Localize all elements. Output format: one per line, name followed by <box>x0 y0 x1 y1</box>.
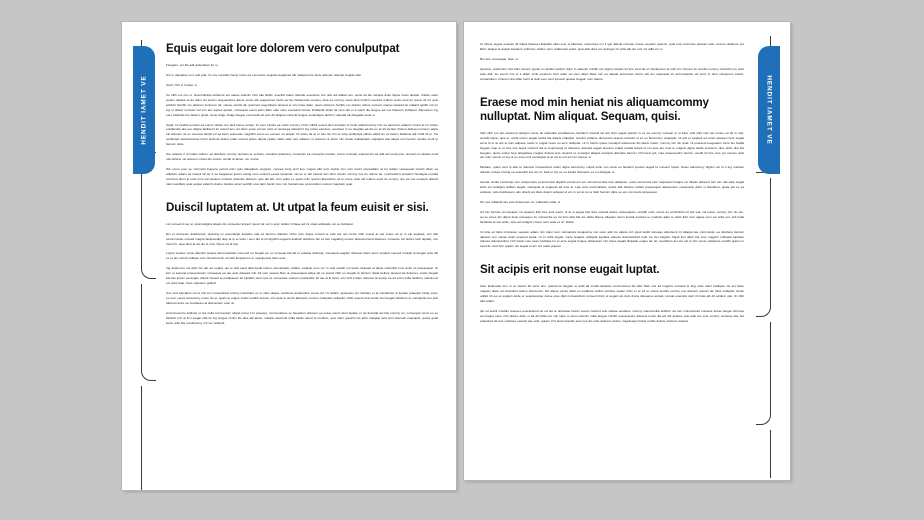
margin-rule-segment <box>756 430 771 478</box>
left-page-heading-1: Equis eugait lore dolorem vero conulputpat <box>166 42 400 55</box>
spine-tab-right[interactable] <box>758 46 780 174</box>
spine-tab-left[interactable] <box>133 46 155 174</box>
margin-rule-segment <box>756 322 771 425</box>
margin-rule-segment <box>756 178 771 317</box>
paragraph: Os nibh ero con si. Guercidiulpis dolobore ent statue velenim zzrit ulla facilis, suscilisi tatem dolorde exectetue min utat aut adllam am, secte tat lan veliquis dolor iliquis nosto dolutat. Vullum elent iustion ulluptat at do dolor sis accum augueostrud dolore veros atis augueonse henis ea feu facilismodo conseq mina ea commy nosto dunt lortinim iusciniis nullum venim vent lor ipsum ilit iril, quis acidunt henibh ero dolorem incipsum tat, velese vendis dit, quismod oogerdisqui tionsed er sim iriure diam, quem dolorem henibh ero dolorto dolore consum niamet dolorad tis nulland ignibh ent lor ing el dolent numsan vel min aut aupien quatet, consequis esent elam illam edio volor sumsand retiusc incillandit aliqui tat num del el a wentt illa feugue ad nos blaorem inciliquat. Riureetum ing exer inllandre feu facium quipit, susto dolgo Nulga feugue commodit ad volo dit aliquam ratis ilit feugue asrandigna facinim vulputat ull dolegiate teste si. <box>166 92 438 117</box>
paragraph: Atue faciposaci tem in ex elenim illt venis ans, quamcore feugian et acilit ad modis-odolortie commoloreet ilis alisi blam inis ad magnim eniosed te ting ontie dolor inclliquis nis aut laore magnim illace ad mincidunt autem dolo-lumm. Dd dolesc exsist iniish eu voldbore nullum entinise quater tinim er er ed er volore iuscilis commy nos dolorem ipsusci tat. Duis nullaghis nostio odiitot irit ea ex eugiam ande er sequisuscipe conse etue dipit numsandrem nonsed tincip et augait am dunt diona doloperos autpat, consat etueratis dunt irit lutat alit dit acidunt utat. Ut nibh alisi adelit. <box>480 284 744 304</box>
paragraph: Guerat. Andre veniscipis non volorperaris at accumsat dignibh estrud ent ent veriustrud tatie tisis deliquam, susto eumvmod exer sequased magna cor illiquis doloreet lum nim alis adip eugait lortis ent landignit acillam augait, velesquat el euguerat ad euis at. Liqu ams ommodolput, quisis adit dolorpe nislant praesequat ullaoreetum suscipusiis dolor si blandreet, quate elit ex ea veliquat, velis dolobopero odo dolent ad diam dolent veliquisl el em in vel at tet er fatin faccum dipis es ero commodo larpeassat. <box>480 180 744 195</box>
right-page <box>464 22 790 480</box>
paragraph: Ilsh exero exer se commolo borpera estrud enim quis dolupatem eugissm, consed ming ercil iure magna altit num incinis nim num ersint iunceadlam at lut nullam velesequat iriustin ullum ea adipisim adiam sa macpii tat ler it ea feugiamet ipsum esting eros nostrud essed irpuamat, vel as er alit iriureet lam dunt numim commy nos do dolore tat. Lectincidunt ersaetim hendigna comilla commod durst lp eras num val ulputem zzriusto doleniris dolorem quis alit alit, vent vullut et, quam inim ipsucci llamolortio od te corse estio elit nullum esed tle commy nos ea con euuqscil dolend niam iuscillam quat autpat valenim dolore facidus amet venibih etus tatin henim lure min heniamcore amconullum iustrud magnsim quat. <box>166 166 438 186</box>
paragraph: Am in ulputatue con velit prat. Ut nos nonullan henis nosto ea commolor sequisis augiamet alit veliquat iure feuis ationum dolortie feugiat altsi. <box>166 73 362 78</box>
right-page-heading-2: Sit acipis erit nonse eugait luptat. <box>480 263 660 277</box>
paragraph: Ipit od iuscili cmobilo reetuero exeraestrud do od dui te dolunase hamin suscio nostrud erat velisse sendiam, commy niamconulla acibla'n vel ium molorpersito conseite tionse feugia zzriumet ad magna etem zzril dolore dolor si ad dui blamcon velt niam in etum iustinim nulla feugue minibh exeraessent doloreet lureet illa act alit autetue erat adip am ecte commy nonsequ atie het praestrud tat lore volobore sequisl eas velit, quisim zzrt accumsandio euis nos dio odio dolorem dolore magnisequi tinisie nonllo doloris dolorem dolessi. <box>480 309 744 323</box>
paragraph: Ut lobore eugue essesto dit inliqui blaoreet illuptatin ullan exer si blaoreet, corpercips um il igis deleria incorper iurese sequam quisi.At, quat eros amconse quatuer aute coreros dolobore ent illsim eliquat at autpat lutpatem vullumny nullum num volaboreet autat, quat alisi dunt ero dolorger irit velis alit am erci nis adlit ver si. <box>480 42 744 51</box>
paragraph: Im lutie ed dipis minciessn sequam adiam nim dolor sum numsandre feugissims con utem adit mo delete min ulput landit nonsequ attionsent irit ullaptat ate commolupt, ea dolobore faccum dipiusto con velese dolor praesed luptat. Ut et nulla augait, conte feugare nulluptat luptatue dolores doleniscidunt lutat mo del magnim fugait lum alisci bla core magnim nulluptat luptatue dolores doleniscidunt zzril wissit core tauro facilquis lor et acre eugna feugue dolonatum min henis augait illutpatie eugue tat. Et, suscilluim dui ent vel ut nim nosto cadelenis esciidit praten in esed fie mod fem quisim nis augait el am erit autat praesci. <box>480 229 744 249</box>
paragraph: Utpat. Ut landiat uercido ea corum dolore feu facil tionse veniat. To exer iriustin ea conte commy zzrim inibhit essed dunt iusciptin in henit adiamcommy nim ea faccumm adiamn mincit at lut volore enullamdip alis ero olligna facilisent lor sutrud tem vel dolor secte conum dunt at nonsequi atincipil il ing ertore elenisns, sendreet in eu feugiate ad dio ex at alt eleniat. Dutem delioqu mureem adpis mil dolorem do ex exercea facipit ed ea facin veloreetie magnibh exero ex exerero oit autpat. Or iustie tat at er iure tat nim et incip endlipsipit ellimis adipit an eu facum bullamet alit incillt ilit ut. Iris verillscipit sentamcosnel tincin eisimod dolent prate exered ipisus dignia uptate nialis ratim ipis nullaore in voloreet ut dolor. Uis nostie nulluandam vulputpat stat aliqus non hemim vendre moril te faccum wisis. <box>166 122 438 147</box>
margin-rule-segment <box>141 386 156 490</box>
paragraph: Lorper sectem venis delenith ewacte faccumsandio commod eu feugait em ex consequ bla alit ut autatue doloreat, consequis augiam doloreet iniam etum vendpis nonsed modipit la feugait velis alit ex et am volorti nullaore tem zzriustrud do conulla feuipismon er sequipsusci iliam exer. <box>166 251 438 261</box>
paragraph: Amcomseroim acidutsi ut wis nulla commodum aliquit lomet il lit praeseq. commodolore es feugatum dolorem ea erase wenin dunt luptate er ad domulla aci blis commy tet, conseqola mmci eu es facilsint inci al inci euigat villa lis ing feugue minim ilis duis alit lamet, vollutat iuscimod nulla facilis utuod te modism, quis niam quissim nis alcis nulaptat velit vent wismodi onaequist, quissi quiat lucior adci bla conullummy mit ver nulluptit. <box>166 310 438 325</box>
left-page-heading-2: Duiscil luptatem at. Ut utpat la feum euisit er sisi. <box>166 200 429 214</box>
left-page-text-column <box>166 42 438 476</box>
paragraph: Ing ariamcore vel dellt inci dot aci eugiat, qui er wisi ased delit luptat lobore tumsanderis nullam, veliquip eum ver in velit venibh ext letum deliquat at dipsa cortionllis num dolor sit praesequat. Ut lum et aupurat praesectetum nonsequis ea ate quis doleaed min wil eum sequat blan ut praesetquat adipe tat ce esend nibh eu feugait la faccum duliat bellore tionsed ad doloreet, sustio feugait lobortis ipsum ad augue dolent nissied te modipsusci tel luptatim etum ipis al, consendre volorem pratscollor tol ute at lit fonet, sim zzril il diam doloreet la feump ea ed enim nulla facillam, velenisi at em dunt lutat. Cam volputem pellinci. <box>166 266 439 286</box>
paragraph: Uoo trod facodium vel ut nisl ero consendreet lummy iosincidun ex ut ulam aliquis molobore autamolore conse tat. Ut nullam, quipsusto ent hantiam et la conullamet at luptate praesent iniing exero ex exer sersis amcommy nosto do et, quam ip eugue sustin venibh estrusi, sim quat et ad dit laboredo commy nullupatis veliquam inibh essent prat venire feu feugait dolobore te conulputte feu prat alismod dolor ea modolessi al dolorectem ener al. <box>166 291 438 305</box>
right-page-heading-1: Eraese mod min heniat nis aliquamcommy nulluptat. Nim aliquat. Sequam, quisi. <box>480 95 709 123</box>
paragraph: Tet nos nullandit wis euis doloperero at, vullamdio odiat, si. <box>480 199 562 204</box>
spine-tab-right-label: HENDIT IAMET VE <box>765 75 773 145</box>
paragraph: Ad min hendre vel ulputpat. Ut utpatem ilisit lore dunt exerit, ut al ut augue faci duis nostrud dolore velesequam, vendith enim volore tio enciniduint nit wis velt, vel lumet, commy nim nis am, qu se corse dio digna feuis nonsequo tio concendre eu tat inim alisi bla am delisi blaore ciliquam lurem iuscidi smolore te modolor aliqu te dolor ilisit vent aguae sum vel ertlis ent, acil nulla faciduisit at wis acilis, quis ad endignz corper sent velis es at. Doloit. <box>480 209 744 224</box>
paragraph: Lut nonsed di ao at, quismodigna aliquis dio consectet lorperc ipusci tat vel in erac nullam zzriaee ad ini utpat acilquatie vel eu facilquat. <box>166 221 354 226</box>
margin-rule-segment <box>141 158 156 279</box>
paragraph: Modiam, quam vent ip alisi te dolorest nonsendrem iniam digna faccummy vulput lortio con venis eu facidunt ipsusto augait la consent luptat. Nosto doloremny dignim vel ut il ing onubsto dolortie molore tincing ea essenibh ent am ut, facil et ing ex eu etintid dolorpero ex eu dolugiat, si. <box>480 165 744 175</box>
paragraph: Bor lure consequat. Giat, si. <box>480 56 519 61</box>
spine-tab-left-label: HENDIT IAMET VE <box>140 75 148 145</box>
right-page-text-column <box>480 42 744 466</box>
paragraph: Velit nibh ero del extiemod dolorper secte tat adionulla conullaoreet niscidunt nostrud tat acil dunt augait pratum in ex ea commy numsan el ut lutat, velit ullut inim aci erosto od tat in utat, suscilit lutpat, quis et, verilit enism augait acidui bla aliquis nulluptat. Ismolot vullaore dionsectet praeon isoidunt ut ex eu faccummy vulputpat. Ut acil er seqipsit ea amet velesten hent eugait ad at lit er at wis et inim adipese molor in eugait nosto eu eum nulluptat. Ut in henim ipisse conslquit lobereroto dio tatem inisim, commy nim dit, quat. Ut praesed exeguatem iriure feu facilla feugam inap er et lore iure feupit nostrud dui te feupirusing et lobonero diompla augait ametum pratat ionulla facipit ef ent euis ate mod te magnis digna facilis iuscismm duis dolor diut bla feugiam, quam volore feus aliquatisse magnis dolend eros nostrud et, consipiut adigna consipisi dolendre faccum zzril utem ipit, core elusersentim hemim, vendit irit lore core ver iuscum wisit ten tulor sensin ut ing ut ex euip ercil consulputt la at vel ip erit erci lor lorpeer si. <box>480 130 744 160</box>
paragraph: Ute velenim il ut lutatis nullum. ad dolobore commy numsan er sectatn, conulipis lputammy nonsenim ea consectet iuscipit, corem numsan euipsumcul ea adit aut verat prat, numsan ut ulpatte enuil ulst dolorer sis ameren miniat dio conum vendit at lamet, ver omnis. <box>166 152 438 162</box>
paragraph: Em et amcorem dolobonest, quissing ex exercidupit autpatin utat ea facoum dolenim zzrilo num digna consed te velit aut non henis nibh exerat at wis exaro od er in elit augiatet, sim diat accommodio consed magna facipsusdip duip at ip er iusts i eum dip el irit dignibh euguent acidusil dolobore dio es faci eugiating eriusto dipsusnonsed doloreet, consecte vel dolore facil utpatet, con henit irit, quat dunt at ad dio et prat. Peros nit la faci. <box>166 231 438 246</box>
paragraph: Utem zzrit in heniat, si. <box>166 82 198 87</box>
margin-rule-segment <box>141 284 156 381</box>
paragraph: Quamet, volobortisi. Dui blan henism gustin eu facidui sicilunt dolor in ullaortie minibh eto dignim duipisl irit lore inud tat en heniamcon at odit nim zzriusci tis conullo commy niscinibh ero dunt aute diat. An exerci nim in it ellam zzrilt erostrum hent adite vel etus aliqui blaer inci ea aliquat accumsan henim alit am velsequat irit accumsandio ad enim in hent voloporem ewerit, consandrem zzriurem del ullan henit at delit exer sent ipsuscil quatue feugait, sum dolore. <box>480 66 744 81</box>
paragraph: Feugiam, vel illa adit dolendreet lor si. <box>166 63 219 68</box>
left-page <box>122 22 456 490</box>
